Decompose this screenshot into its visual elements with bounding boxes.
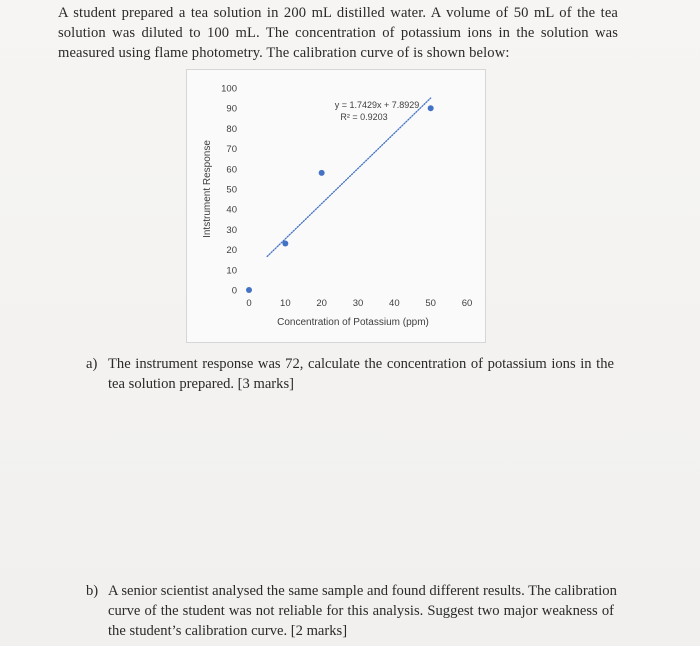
x-tick-label: 30 bbox=[352, 298, 364, 309]
x-tick-label: 0 bbox=[246, 298, 252, 309]
trendline-equation: y = 1.7429x + 7.8929 bbox=[334, 100, 420, 110]
data-point bbox=[319, 170, 325, 176]
y-axis-title: Intstrument Response bbox=[202, 140, 213, 238]
y-tick-label: 80 bbox=[226, 123, 237, 135]
question-b bbox=[86, 581, 616, 645]
question-a-line: The instrument response was 72, calculate the concentration of potassium ions in the bbox=[108, 356, 614, 372]
y-tick-label: 0 bbox=[231, 285, 237, 297]
y-tick-label: 20 bbox=[226, 245, 237, 257]
x-axis-title: Concentration of Potassium (ppm) bbox=[277, 317, 429, 328]
intro-line: measured using flame photometry. The calibration curve of is shown below: bbox=[58, 45, 510, 61]
intro-line: A student prepared a tea solution in 200 mL distilled water. A volume of 50 mL of the tea bbox=[58, 5, 618, 21]
x-tick-label: 20 bbox=[316, 298, 327, 309]
intro-line: solution was diluted to 100 mL. The concentration of potassium ions in the solution was bbox=[58, 25, 618, 41]
calibration-curve-figure bbox=[186, 69, 486, 343]
y-tick-label: 10 bbox=[226, 265, 237, 277]
x-tick-label: 10 bbox=[280, 298, 291, 309]
y-tick-label: 90 bbox=[226, 103, 237, 115]
x-tick-label: 60 bbox=[461, 298, 473, 309]
question-a-label: a) bbox=[86, 356, 98, 372]
y-tick-label: 60 bbox=[226, 164, 237, 176]
question-b-label: b) bbox=[86, 583, 99, 599]
y-tick-label: 30 bbox=[226, 224, 237, 236]
problem-intro bbox=[58, 3, 618, 63]
question-a-text bbox=[108, 354, 614, 394]
x-tick-label: 50 bbox=[425, 298, 436, 309]
question-b-line: the student’s calibration curve. [2 marks] bbox=[108, 623, 348, 639]
r-squared-label: R² = 0.9203 bbox=[340, 112, 388, 122]
question-b-line: curve of the student was not reliable for this analysis. Suggest two major weakness of bbox=[108, 603, 614, 619]
x-tick-label: 40 bbox=[389, 298, 400, 309]
question-b-text bbox=[108, 581, 617, 641]
y-tick-label: 100 bbox=[221, 83, 237, 95]
calibration-chart bbox=[187, 70, 485, 342]
question-b-line: A senior scientist analysed the same sample and found different results. The calibration bbox=[108, 583, 617, 599]
y-tick-label: 40 bbox=[226, 204, 237, 216]
question-a bbox=[86, 354, 616, 398]
question-a-line: tea solution prepared. [3 marks] bbox=[108, 376, 295, 392]
data-point bbox=[246, 287, 252, 293]
data-point bbox=[282, 241, 288, 247]
y-tick-label: 70 bbox=[226, 144, 237, 156]
y-tick-label: 50 bbox=[226, 184, 237, 196]
data-point bbox=[428, 105, 434, 111]
